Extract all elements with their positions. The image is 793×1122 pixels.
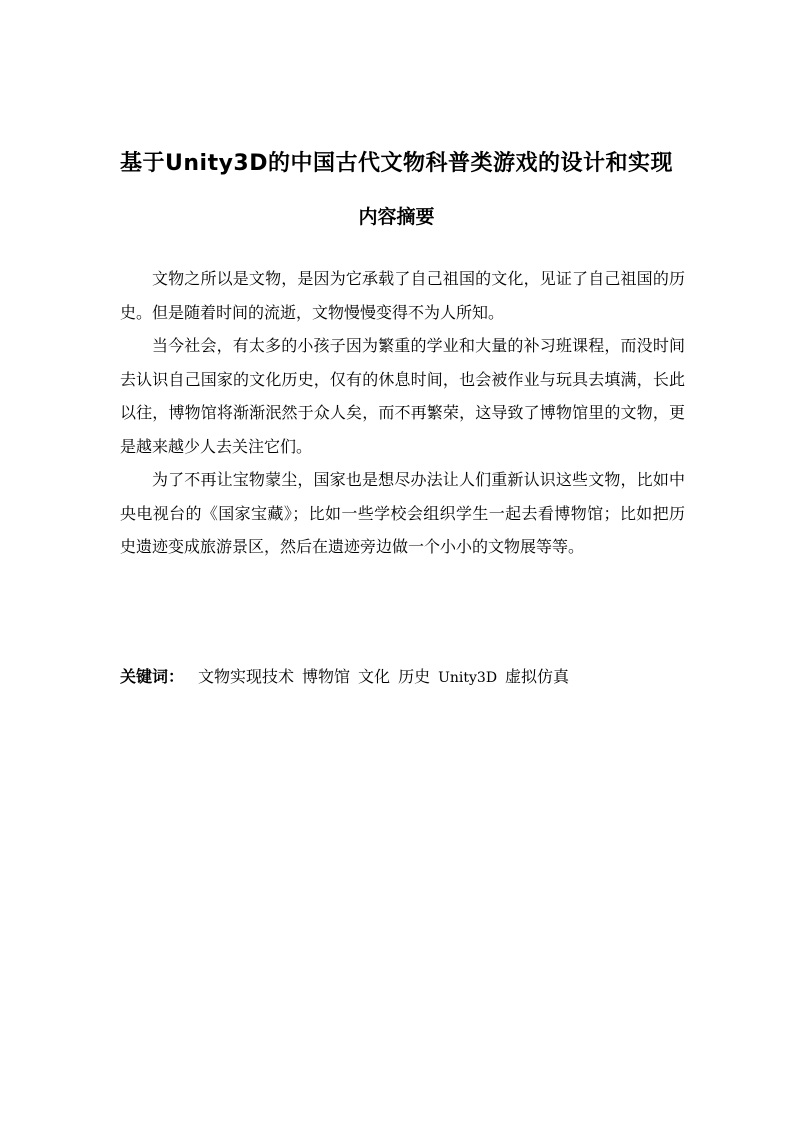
abstract-body [120, 262, 685, 564]
keyword: 博物馆 [302, 667, 351, 686]
keywords-line [120, 662, 720, 693]
abstract-heading: 内容摘要 [358, 206, 435, 228]
keyword: 文化 [358, 667, 391, 686]
keyword: Unity3D [438, 670, 498, 686]
abstract-paragraph: 文物之所以是文物，是因为它承载了自己祖国的文化，见证了自己祖国的历史。但是随着时间的流逝，文物慢慢变得不为人所知。 [120, 269, 685, 322]
keyword: 虚拟仿真 [505, 667, 570, 686]
keywords-label: 关键词： [120, 667, 185, 686]
abstract-paragraph: 为了不再让宝物蒙尘，国家也是想尽办法让人们重新认识这些文物，比如中央电视台的《国家宝藏》；比如一些学校会组织学生一起去看博物馆；比如把历史遗迹变成旅游景区，然后在遗迹旁边做一个小小的文物展等等。 [120, 470, 685, 556]
abstract-paragraph: 当今社会，有太多的小孩子因为繁重的学业和大量的补习班课程，而没时间去认识自己国家的文化历史，仅有的休息时间，也会被作业与玩具去填满，长此以往，博物馆将渐渐泯然于众人矣，而不再繁荣，这导致了博物馆里的文物，更是越来越少人去关注它们。 [120, 336, 685, 456]
document-title: 基于Unity3D的中国古代文物科普类游戏的设计和实现 [120, 151, 673, 176]
keyword: 文物实现技术 [198, 667, 295, 686]
keyword: 历史 [398, 667, 431, 686]
